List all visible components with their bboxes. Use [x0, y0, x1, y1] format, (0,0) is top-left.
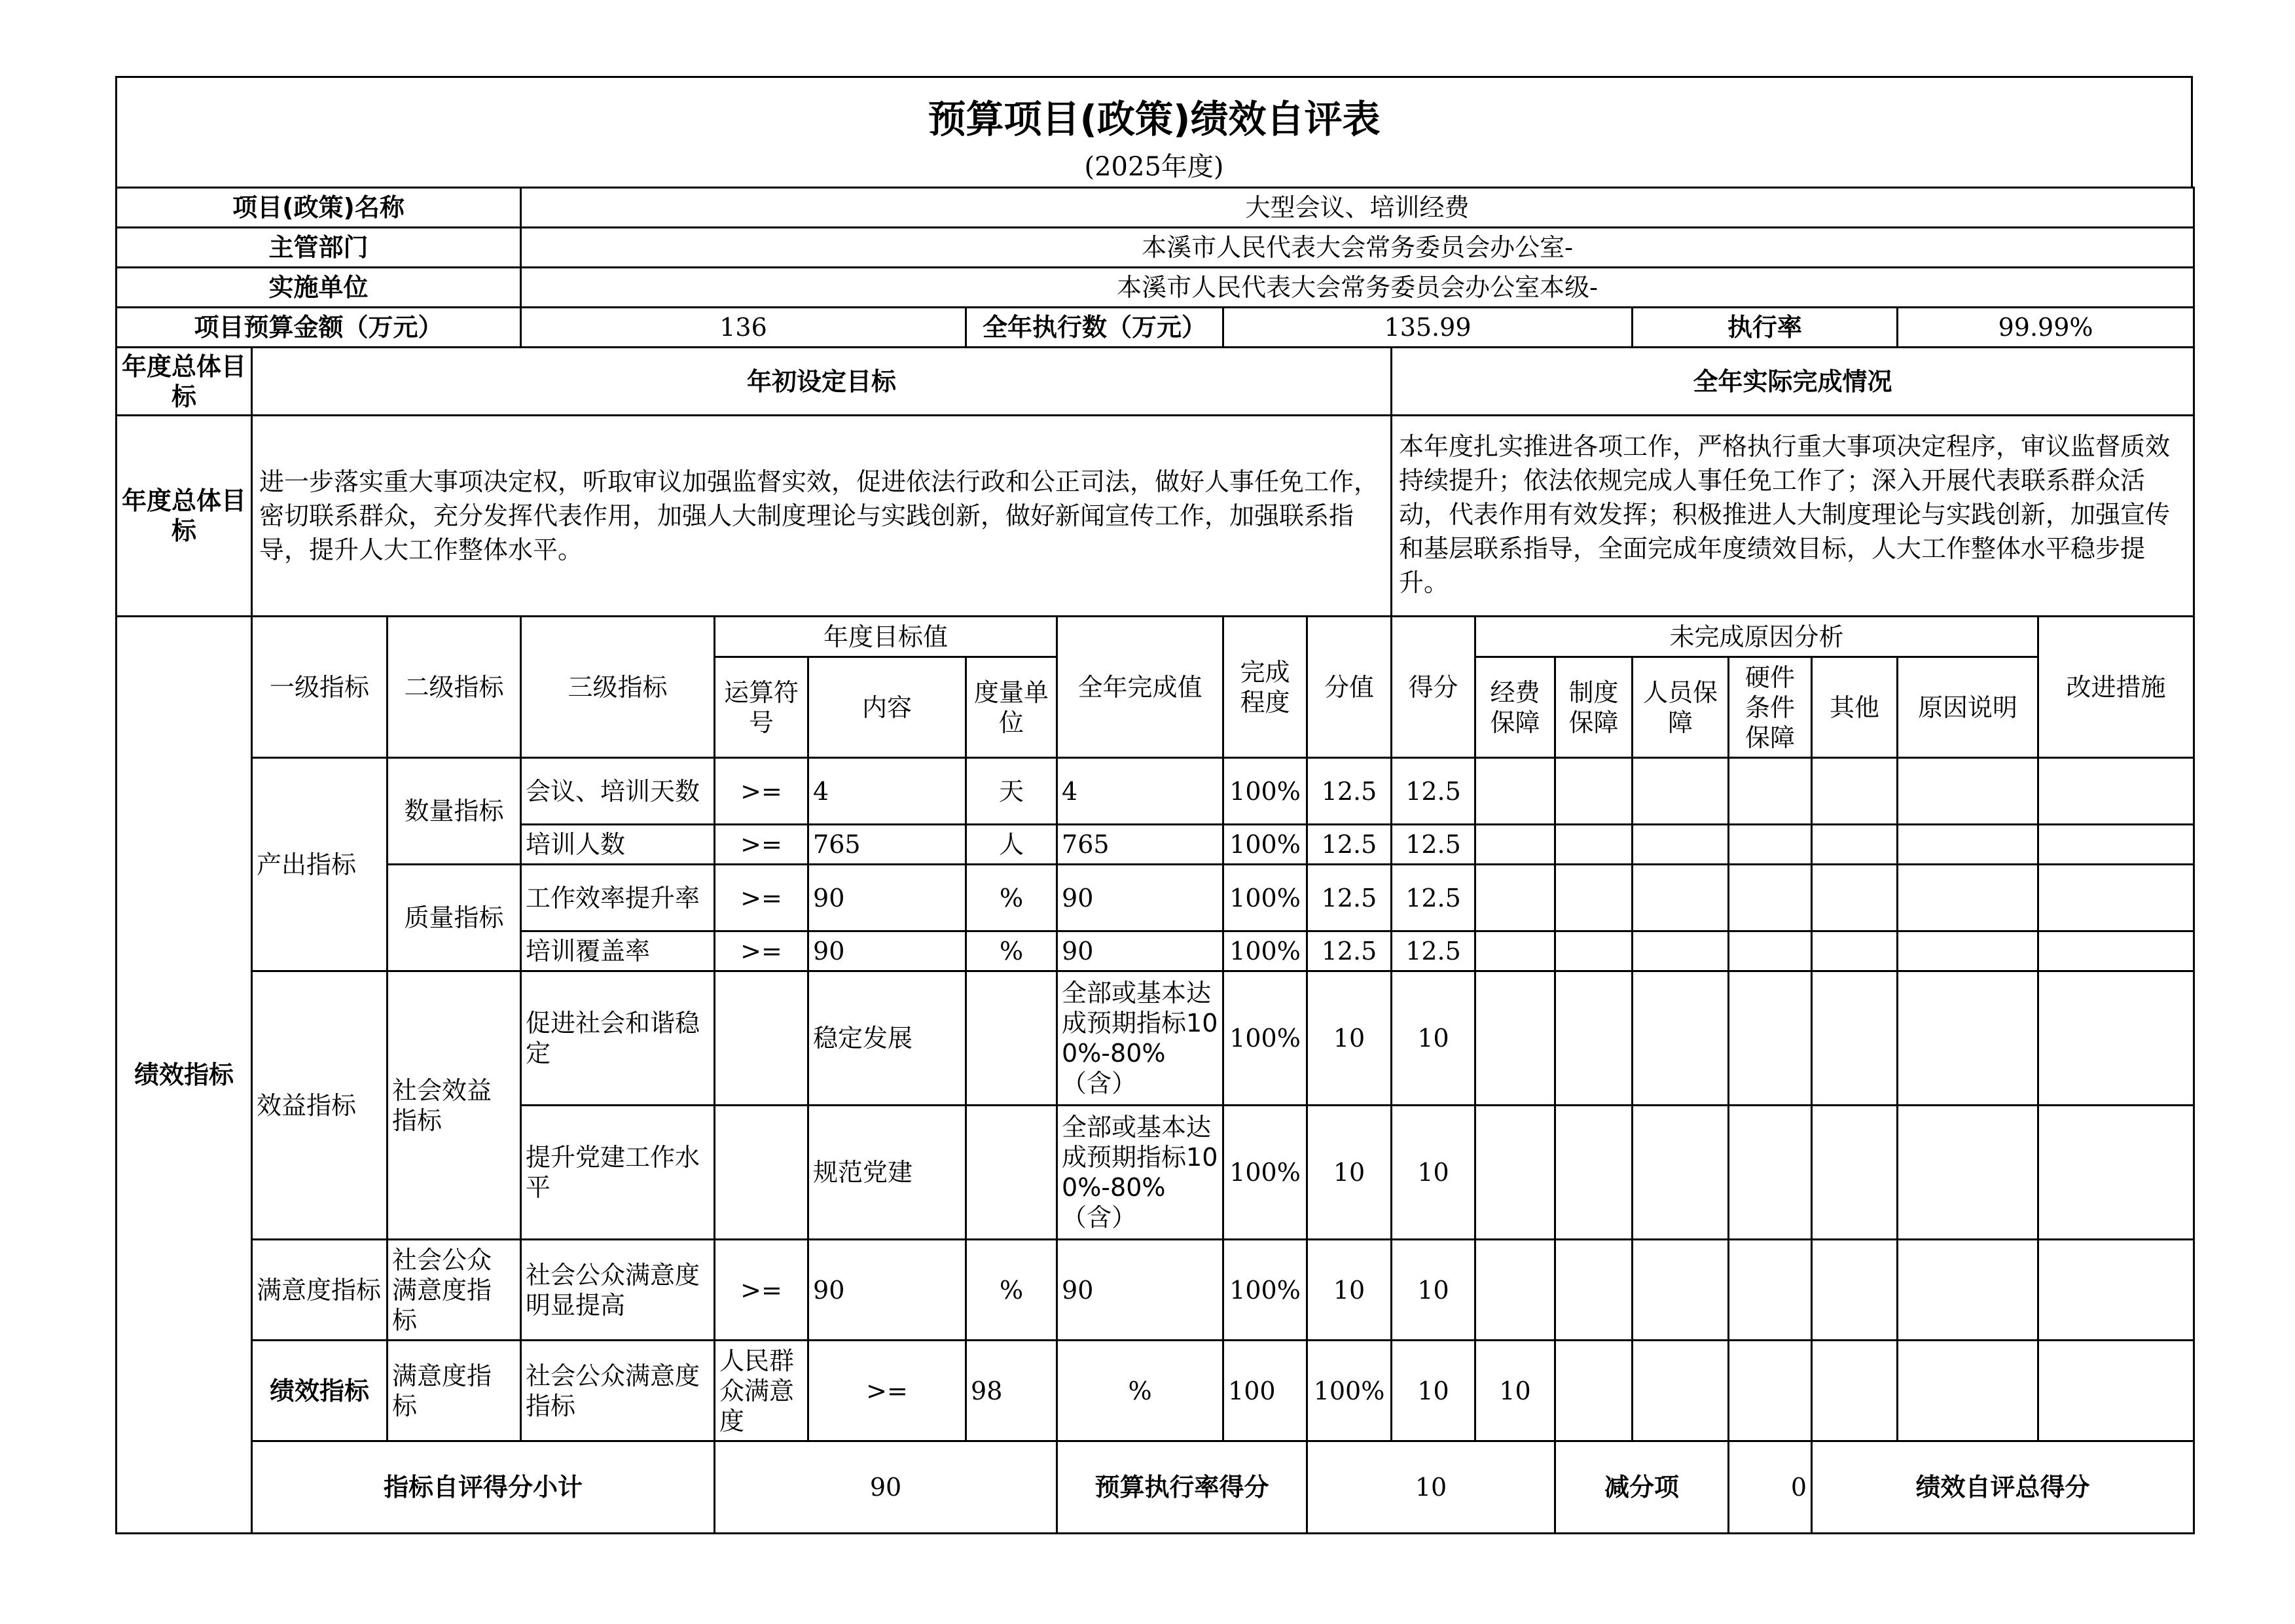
page-title: 预算项目(政策)绩效自评表 — [928, 97, 1381, 141]
hardware-cell — [1729, 1240, 1812, 1341]
weight-cell: 10 — [1307, 1106, 1392, 1240]
explanation-cell — [1898, 758, 2038, 825]
unit-cell: 人 — [966, 825, 1057, 865]
planned-goal-header: 年初设定目标 — [252, 348, 1392, 416]
level2-quality: 质量指标 — [388, 865, 521, 971]
content-cell: 稳定发展 — [808, 971, 966, 1106]
operator-cell: >= — [715, 865, 808, 931]
explanation-cell — [2038, 1341, 2194, 1441]
header-target-group: 年度目标值 — [715, 617, 1057, 657]
header-reason-group: 未完成原因分析 — [1475, 617, 2038, 657]
actual-cell: 4 — [1057, 758, 1223, 825]
funding-cell — [1475, 758, 1555, 825]
operator-cell: >= — [808, 1341, 966, 1441]
explanation-cell — [1898, 1106, 2038, 1240]
level3-cell: 提升党建工作水平 — [521, 1106, 715, 1240]
degree-cell: 100% — [1307, 1341, 1392, 1441]
deduct-label: 减分项 — [1555, 1441, 1729, 1534]
header-explanation: 原因说明 — [1898, 657, 2038, 758]
header-degree: 完成程度 — [1223, 617, 1307, 758]
hardware-cell — [1812, 1341, 1898, 1441]
system-cell — [1555, 1240, 1633, 1341]
system-cell — [1555, 825, 1633, 865]
year-subtitle: (2025年度) — [1084, 152, 1224, 182]
header-level2: 二级指标 — [388, 617, 521, 758]
staff-cell — [1729, 1341, 1812, 1441]
other-cell — [1898, 1341, 2038, 1441]
system-cell — [1555, 1106, 1633, 1240]
header-actual: 全年完成值 — [1057, 617, 1223, 758]
planned-goal-text: 进一步落实重大事项决定权，听取审议加强监督实效，促进依法行政和公正司法，做好人事任免工作，密切联系群众，充分发挥代表作用，加强人大制度理论与实践创新，做好新闻宣传工作，加强联系指导，提升人大工作整体水平。 — [252, 416, 1392, 617]
funding-cell — [1475, 931, 1555, 971]
score-cell: 12.5 — [1392, 931, 1475, 971]
explanation-cell — [1898, 971, 2038, 1106]
actual-cell: 全部或基本达成预期指标100%-80%（含） — [1057, 1106, 1223, 1240]
row-goals — [117, 416, 2194, 617]
staff-cell — [1633, 1106, 1729, 1240]
weight-cell: 10 — [1392, 1341, 1475, 1441]
unit-cell: % — [1057, 1341, 1223, 1441]
hardware-cell — [1729, 758, 1812, 825]
improve-cell — [2038, 971, 2194, 1106]
budget-label: 项目预算金额（万元） — [117, 308, 521, 348]
level3-cell: 促进社会和谐稳定 — [521, 971, 715, 1106]
hardware-cell — [1729, 825, 1812, 865]
staff-cell — [1633, 825, 1729, 865]
indicator-header-row-1 — [117, 617, 2194, 657]
rate-label: 执行率 — [1633, 308, 1898, 348]
score-cell: 10 — [1392, 1106, 1475, 1240]
subtotal-value: 90 — [715, 1441, 1057, 1534]
row-budget — [117, 308, 2194, 348]
content-cell: 90 — [808, 865, 966, 931]
hardware-cell — [1729, 971, 1812, 1106]
performance-indicator-label-2: 绩效指标 — [252, 1341, 388, 1441]
staff-cell — [1633, 758, 1729, 825]
actual-cell: 全部或基本达成预期指标100%-80%（含） — [1057, 971, 1223, 1106]
explanation-cell — [1898, 931, 2038, 971]
actual-cell: 90 — [1057, 865, 1223, 931]
budget-score-value: 10 — [1307, 1441, 1555, 1534]
header-staff: 人员保障 — [1633, 657, 1729, 758]
system-cell — [1555, 931, 1633, 971]
level3-cell: 人民群众满意度 — [715, 1341, 808, 1441]
header-level3: 三级指标 — [521, 617, 715, 758]
subtotal-label: 指标自评得分小计 — [252, 1441, 715, 1534]
unit-cell: % — [966, 1240, 1057, 1341]
operator-cell — [715, 1106, 808, 1240]
header-improve: 改进措施 — [2038, 617, 2194, 758]
funding-cell — [1555, 1341, 1633, 1441]
table-row — [117, 1240, 2194, 1341]
staff-cell — [1633, 931, 1729, 971]
dept-value: 本溪市人民代表大会常务委员会办公室- — [521, 228, 2194, 268]
hardware-cell — [1729, 865, 1812, 931]
total-score-label: 绩效自评总得分 — [1812, 1441, 2194, 1534]
funding-cell — [1475, 1240, 1555, 1341]
content-cell: 90 — [808, 1240, 966, 1341]
deduct-value: 0 — [1729, 1441, 1812, 1534]
hardware-cell — [1729, 931, 1812, 971]
table-row — [117, 758, 2194, 825]
rate-value: 99.99% — [1898, 308, 2194, 348]
explanation-cell — [1898, 865, 2038, 931]
score-cell: 12.5 — [1392, 758, 1475, 825]
actual-cell: 90 — [1057, 931, 1223, 971]
unit-cell: % — [966, 865, 1057, 931]
title-block — [115, 76, 2193, 187]
level3-cell: 工作效率提升率 — [521, 865, 715, 931]
level2-social: 社会效益指标 — [388, 971, 521, 1240]
row-goals-header — [117, 348, 2194, 416]
operator-cell — [715, 971, 808, 1106]
content-cell: 4 — [808, 758, 966, 825]
row-project-name — [117, 188, 2194, 228]
project-name-value: 大型会议、培训经费 — [521, 188, 2194, 228]
explanation-cell — [1898, 825, 2038, 865]
actual-cell: 90 — [1057, 1240, 1223, 1341]
exec-value: 135.99 — [1223, 308, 1633, 348]
header-content: 内容 — [808, 657, 966, 758]
improve-cell — [2038, 1106, 2194, 1240]
content-cell: 98 — [966, 1341, 1057, 1441]
unit-cell — [966, 1106, 1057, 1240]
level2-public: 社会公众满意度指标 — [388, 1240, 521, 1341]
weight-cell: 10 — [1307, 1240, 1392, 1341]
score-cell: 10 — [1392, 1240, 1475, 1341]
level2-quantity: 数量指标 — [388, 758, 521, 865]
operator-cell: >= — [715, 758, 808, 825]
funding-cell — [1475, 971, 1555, 1106]
degree-cell: 100% — [1223, 971, 1307, 1106]
row-dept — [117, 228, 2194, 268]
header-funding: 经费保障 — [1475, 657, 1555, 758]
project-name-label: 项目(政策)名称 — [117, 188, 521, 228]
system-cell — [1633, 1341, 1729, 1441]
content-cell: 规范党建 — [808, 1106, 966, 1240]
dept-label: 主管部门 — [117, 228, 521, 268]
staff-cell — [1633, 971, 1729, 1106]
score-cell: 10 — [1475, 1341, 1555, 1441]
hardware-cell — [1729, 1106, 1812, 1240]
operator-cell: >= — [715, 1240, 808, 1341]
improve-cell — [2038, 931, 2194, 971]
budget-value: 136 — [521, 308, 966, 348]
system-cell — [1555, 758, 1633, 825]
level2-public-2: 社会公众满意度指标 — [521, 1341, 715, 1441]
staff-cell — [1633, 1240, 1729, 1341]
unit-cell: % — [966, 931, 1057, 971]
performance-indicator-label: 绩效指标 — [117, 617, 252, 1534]
actual-goal-header: 全年实际完成情况 — [1392, 348, 2194, 416]
other-cell — [1812, 931, 1898, 971]
other-cell — [1812, 825, 1898, 865]
improve-cell — [2038, 865, 2194, 931]
level3-cell: 培训人数 — [521, 825, 715, 865]
unit-value: 本溪市人民代表大会常务委员会办公室本级- — [521, 268, 2194, 308]
degree-cell: 100% — [1223, 1106, 1307, 1240]
other-cell — [1812, 1106, 1898, 1240]
system-cell — [1555, 971, 1633, 1106]
score-cell: 10 — [1392, 971, 1475, 1106]
degree-cell: 100% — [1223, 931, 1307, 971]
funding-cell — [1475, 865, 1555, 931]
unit-cell — [966, 971, 1057, 1106]
evaluation-sheet — [115, 76, 2193, 1534]
other-cell — [1812, 1240, 1898, 1341]
level3-cell: 会议、培训天数 — [521, 758, 715, 825]
improve-cell — [2038, 1240, 2194, 1341]
header-unit: 度量单位 — [966, 657, 1057, 758]
explanation-cell — [1898, 1240, 2038, 1341]
degree-cell: 100% — [1223, 758, 1307, 825]
system-cell — [1555, 865, 1633, 931]
level3-cell: 培训覆盖率 — [521, 931, 715, 971]
weight-cell: 10 — [1307, 971, 1392, 1106]
operator-cell: >= — [715, 825, 808, 865]
actual-cell: 100 — [1223, 1341, 1307, 1441]
header-score: 得分 — [1392, 617, 1475, 758]
table-row — [117, 1341, 2194, 1441]
header-score-value: 分值 — [1307, 617, 1392, 758]
degree-cell: 100% — [1223, 1240, 1307, 1341]
other-cell — [1812, 865, 1898, 931]
unit-label: 实施单位 — [117, 268, 521, 308]
table-row — [117, 865, 2194, 931]
header-other: 其他 — [1812, 657, 1898, 758]
staff-cell — [1633, 865, 1729, 931]
funding-cell — [1475, 825, 1555, 865]
weight-cell: 12.5 — [1307, 865, 1392, 931]
degree-cell: 100% — [1223, 825, 1307, 865]
level1-satisfaction-2: 满意度指标 — [388, 1341, 521, 1441]
header-level1: 一级指标 — [252, 617, 388, 758]
score-cell: 12.5 — [1392, 825, 1475, 865]
header-hardware: 硬件条件保障 — [1729, 657, 1812, 758]
exec-label: 全年执行数（万元） — [966, 308, 1223, 348]
degree-cell: 100% — [1223, 865, 1307, 931]
improve-cell — [2038, 758, 2194, 825]
weight-cell: 12.5 — [1307, 931, 1392, 971]
level3-cell: 社会公众满意度明显提高 — [521, 1240, 715, 1341]
row-footer — [117, 1441, 2194, 1534]
table-row — [117, 971, 2194, 1106]
other-cell — [1812, 971, 1898, 1106]
budget-score-label: 预算执行率得分 — [1057, 1441, 1307, 1534]
header-system: 制度保障 — [1555, 657, 1633, 758]
score-cell: 12.5 — [1392, 865, 1475, 931]
goals-row-label: 年度总体目标 — [117, 348, 252, 416]
operator-cell: >= — [715, 931, 808, 971]
actual-cell: 765 — [1057, 825, 1223, 865]
level1-output: 产出指标 — [252, 758, 388, 971]
goals-row-label-2: 年度总体目标 — [117, 416, 252, 617]
level1-satisfaction: 满意度指标 — [252, 1240, 388, 1341]
content-cell: 765 — [808, 825, 966, 865]
unit-cell: 天 — [966, 758, 1057, 825]
content-cell: 90 — [808, 931, 966, 971]
evaluation-table — [115, 187, 2195, 1534]
header-operator: 运算符号 — [715, 657, 808, 758]
weight-cell: 12.5 — [1307, 758, 1392, 825]
row-unit — [117, 268, 2194, 308]
improve-cell — [2038, 825, 2194, 865]
actual-goal-text: 本年度扎实推进各项工作，严格执行重大事项决定程序，审议监督质效持续提升；依法依规完成人事任免工作了；深入开展代表联系群众活动，代表作用有效发挥；积极推进人大制度理论与实践创新，加强宣传和基层联系指导，全面完成年度绩效目标，人大工作整体水平稳步提升。 — [1392, 416, 2194, 617]
other-cell — [1812, 758, 1898, 825]
level1-benefit: 效益指标 — [252, 971, 388, 1240]
weight-cell: 12.5 — [1307, 825, 1392, 865]
funding-cell — [1475, 1106, 1555, 1240]
